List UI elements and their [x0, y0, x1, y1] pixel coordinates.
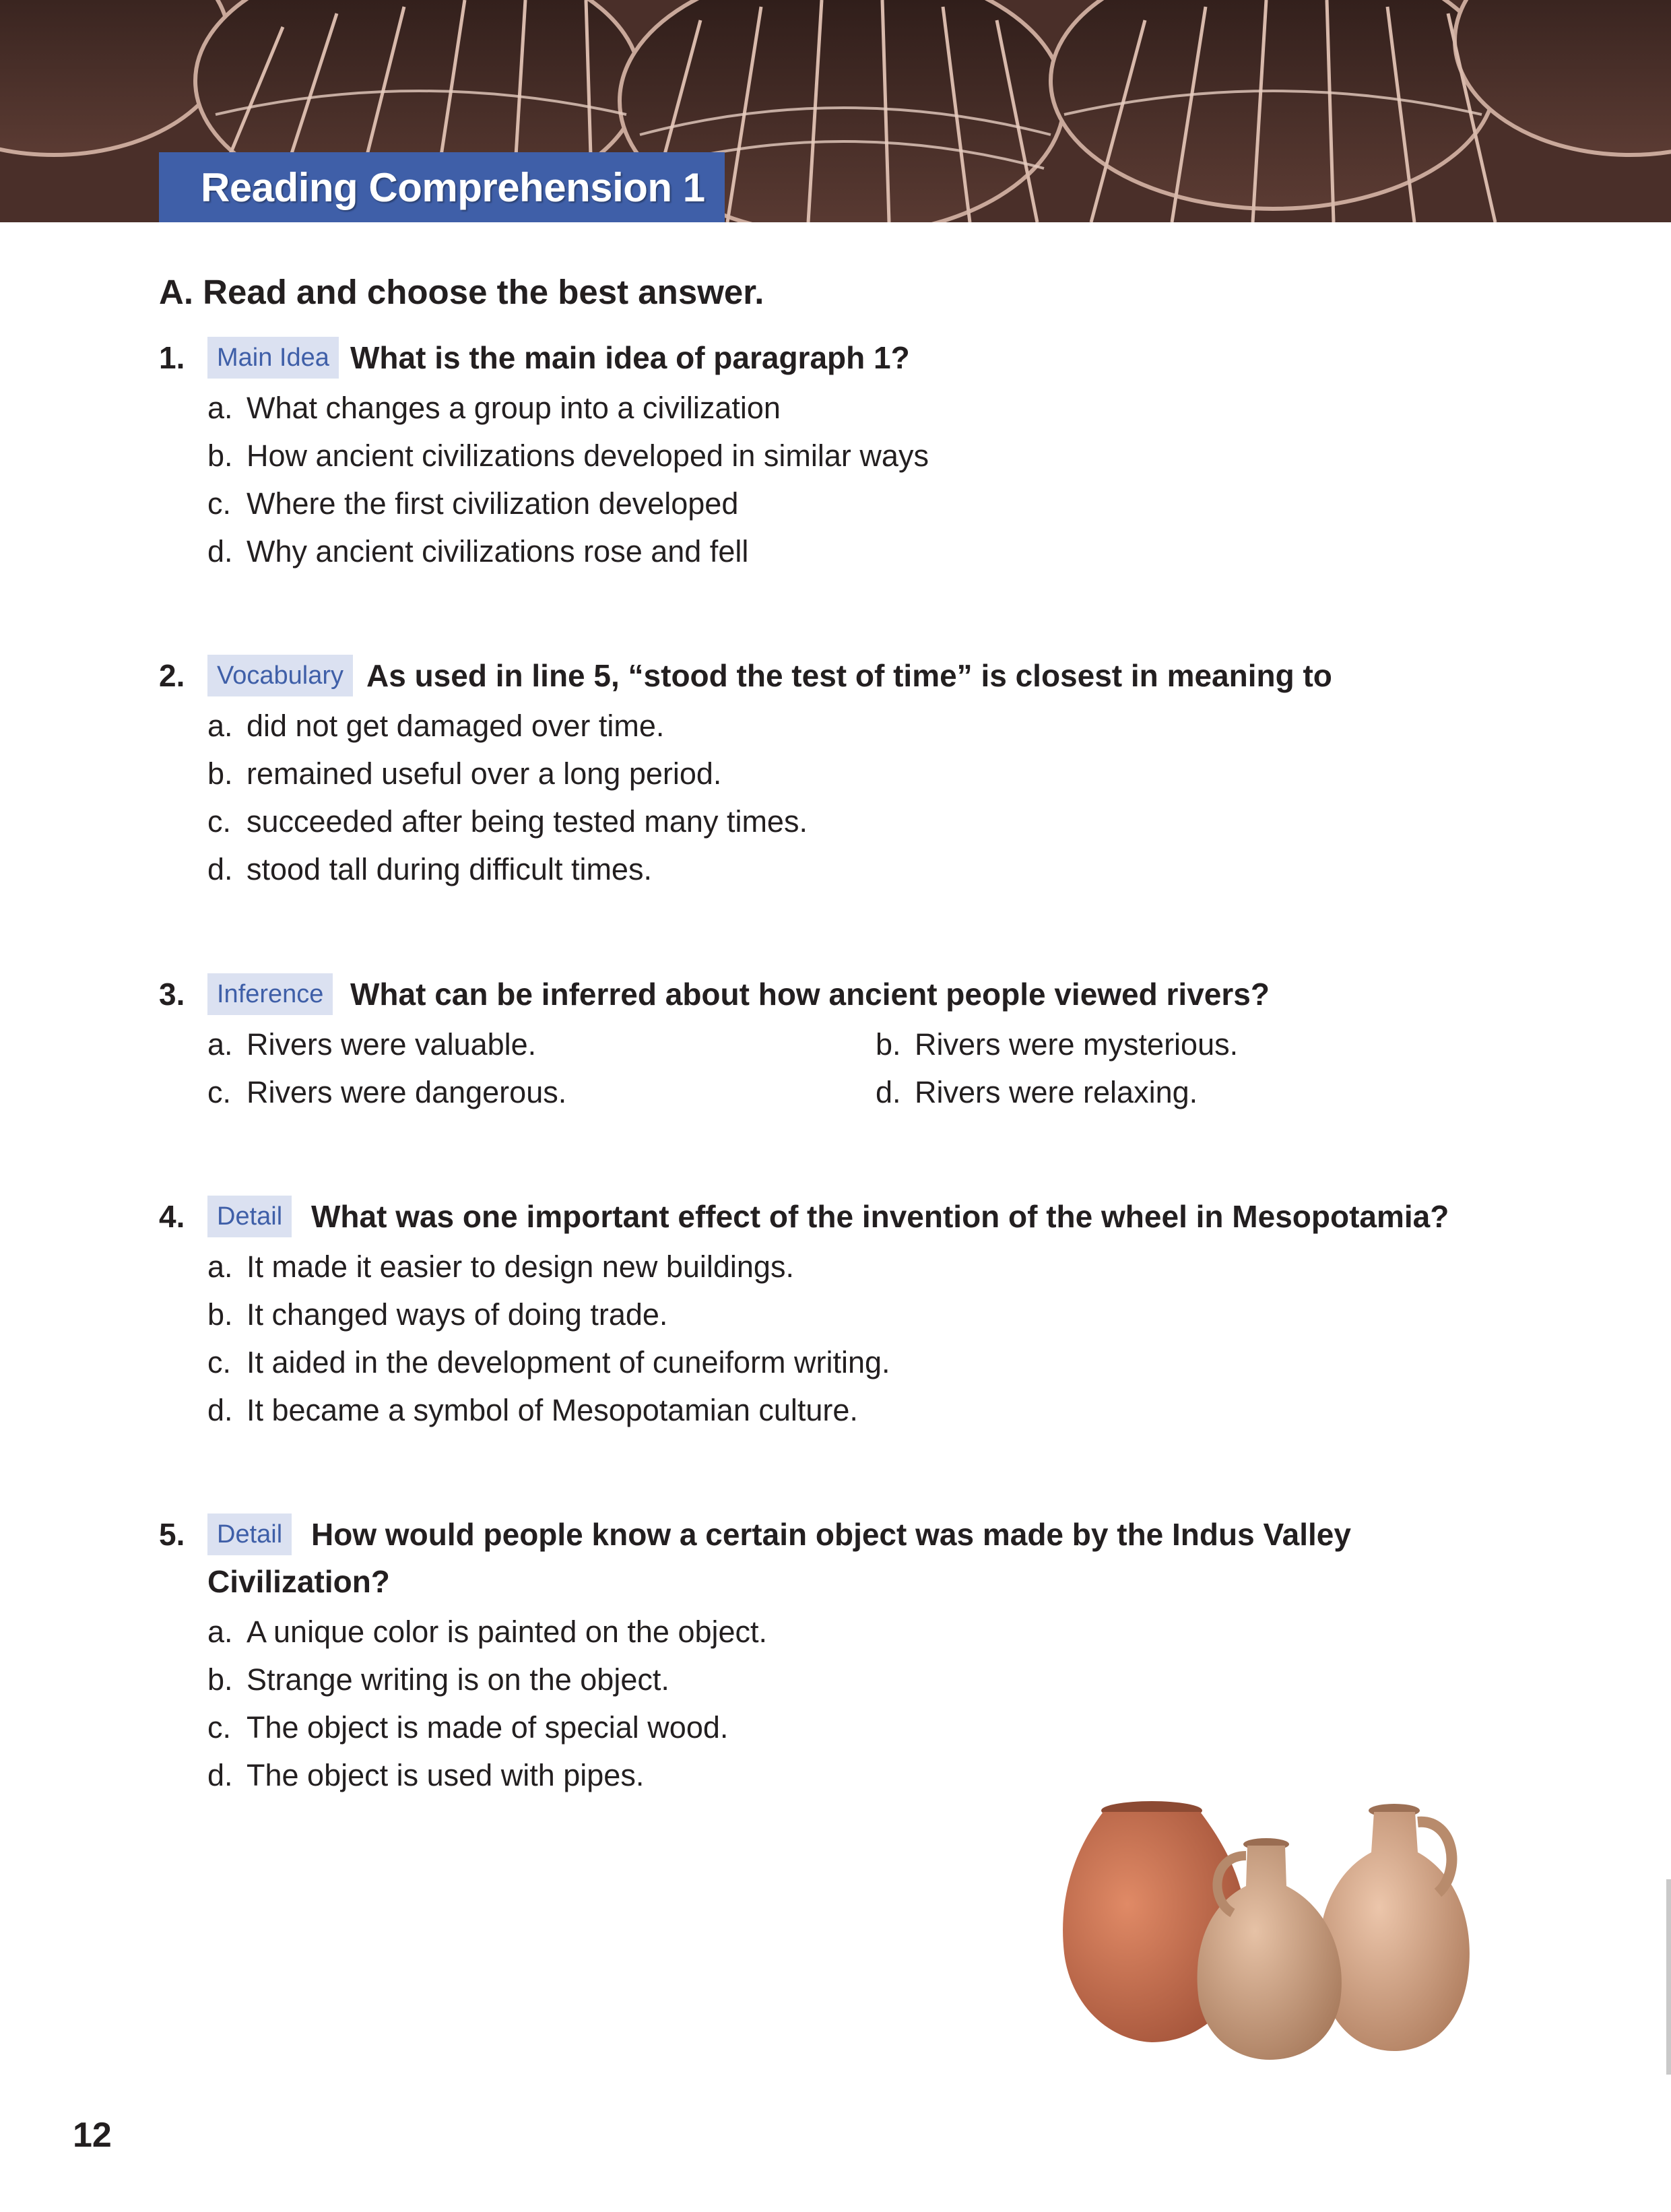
question-text-continued: Civilization? — [207, 1564, 390, 1599]
question-text: What is the main idea of paragraph 1? — [350, 340, 910, 375]
page-edge-mark — [1666, 1879, 1671, 2075]
page-title: Reading Comprehension 1 — [201, 164, 705, 210]
question-4 — [159, 1196, 1506, 1441]
answer-option[interactable]: c. succeeded after being tested many times. — [207, 804, 808, 839]
answer-option[interactable]: b. Rivers were mysterious. — [876, 1027, 1239, 1062]
answer-option[interactable]: a. did not get damaged over time. — [207, 709, 665, 743]
question-text: What can be inferred about how ancient people viewed rivers? — [350, 977, 1270, 1012]
answer-option[interactable]: a. It made it easier to design new buildings. — [207, 1249, 794, 1284]
answer-option[interactable]: c. Where the first civilization developed — [207, 486, 739, 521]
question-tag: Detail — [207, 1196, 292, 1237]
question-number: 2. — [159, 658, 185, 693]
answer-option[interactable]: a. What changes a group into a civilization — [207, 391, 781, 425]
answer-option[interactable]: c. It aided in the development of cuneiform writing. — [207, 1345, 890, 1379]
answer-option[interactable]: c. The object is made of special wood. — [207, 1710, 729, 1745]
clay-pots-image — [1051, 1792, 1482, 2061]
answer-option[interactable]: c. Rivers were dangerous. — [207, 1075, 567, 1109]
answer-option[interactable]: a. Rivers were valuable. — [207, 1027, 537, 1062]
question-tag: Detail — [207, 1514, 292, 1555]
answer-option[interactable]: d. Why ancient civilizations rose and fell — [207, 534, 749, 568]
question-3 — [159, 973, 1506, 1123]
section-title-box — [159, 152, 725, 222]
question-number: 4. — [159, 1199, 185, 1234]
question-tag: Vocabulary — [207, 655, 353, 696]
question-2 — [159, 655, 1506, 900]
question-number: 3. — [159, 977, 185, 1012]
question-1 — [159, 337, 1506, 582]
question-tag: Inference — [207, 973, 333, 1015]
page-number: 12 — [73, 2116, 112, 2155]
answer-option[interactable]: b. remained useful over a long period. — [207, 756, 722, 791]
instruction-heading: A. Read and choose the best answer. — [159, 273, 764, 311]
question-text: As used in line 5, “stood the test of time” is closest in meaning to — [366, 658, 1332, 693]
answer-option[interactable]: b. How ancient civilizations developed in similar ways — [207, 438, 929, 473]
answer-option[interactable]: d. stood tall during difficult times. — [207, 852, 652, 886]
question-5 — [159, 1514, 1506, 1806]
question-text: How would people know a certain object was made by the Indus Valley — [311, 1517, 1351, 1552]
question-text: What was one important effect of the invention of the wheel in Mesopotamia? — [311, 1199, 1449, 1234]
header-banner — [0, 0, 1671, 222]
answer-option[interactable]: b. It changed ways of doing trade. — [207, 1297, 668, 1332]
answer-option[interactable]: a. A unique color is painted on the object. — [207, 1615, 768, 1649]
answer-option[interactable]: d. The object is used with pipes. — [207, 1758, 645, 1792]
question-number: 1. — [159, 340, 185, 375]
question-tag: Main Idea — [207, 337, 339, 379]
question-number: 5. — [159, 1517, 185, 1552]
answer-option[interactable]: d. Rivers were relaxing. — [876, 1075, 1198, 1109]
answer-option[interactable]: b. Strange writing is on the object. — [207, 1662, 669, 1697]
answer-option[interactable]: d. It became a symbol of Mesopotamian culture. — [207, 1393, 858, 1427]
